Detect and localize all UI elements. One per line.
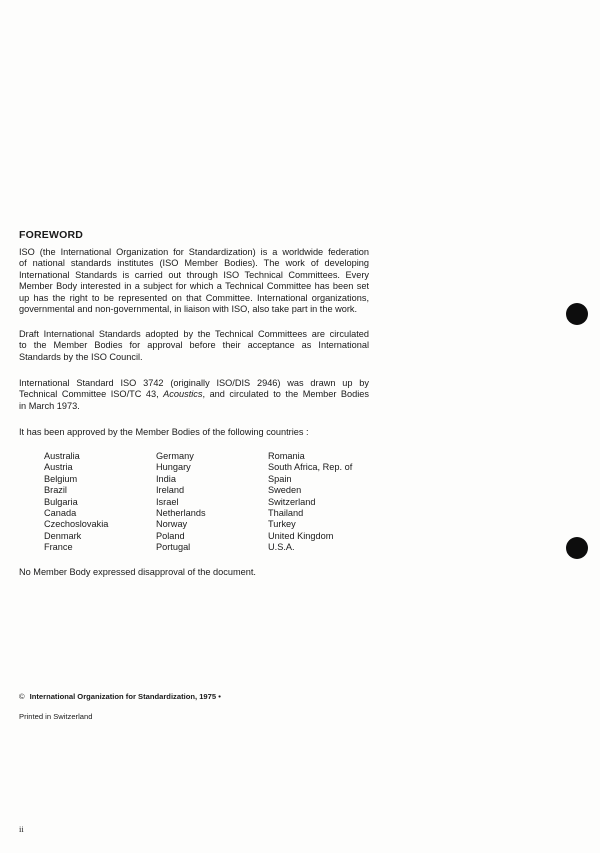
- country-item: Turkey: [268, 519, 296, 530]
- country-item: Israel: [156, 496, 179, 507]
- countries-column-1: [44, 451, 108, 554]
- country-item: Netherlands: [156, 507, 206, 518]
- country-item: United Kingdom: [268, 530, 334, 541]
- country-item: Australia: [44, 451, 80, 461]
- country-item: Czechoslovakia: [44, 519, 109, 530]
- country-item: Switzerland: [268, 496, 316, 507]
- country-item: Spain: [268, 473, 292, 484]
- printed-in-notice: Printed in Switzerland: [19, 712, 93, 721]
- paragraph-line: [19, 389, 369, 400]
- copyright-text: International Organization for Standardization, 1975 •: [29, 692, 221, 701]
- paragraph-line: of national standards institutes (ISO Member Bodies). The work of developing: [19, 258, 369, 269]
- committee-title: Acoustics: [163, 389, 203, 400]
- country-item: Poland: [156, 530, 185, 541]
- paragraph-line: International Standard ISO 3742 (originally ISO/DIS 2946) was drawn up by: [19, 378, 369, 388]
- committee-text: Technical Committee ISO/TC 43,: [19, 389, 164, 400]
- country-item: South Africa, Rep. of: [268, 462, 353, 473]
- paragraph-line: to the Member Bodies for approval before their acceptance as International: [19, 340, 369, 351]
- country-item: India: [156, 473, 176, 484]
- country-item: Portugal: [156, 542, 191, 553]
- punch-hole-mark: [566, 537, 588, 559]
- paragraph-line: governmental and non-governmental, in liaison with ISO, also take part in the work.: [19, 304, 358, 315]
- punch-hole-mark: [566, 303, 588, 325]
- page-number: ii: [19, 824, 24, 834]
- country-item: Hungary: [156, 462, 191, 473]
- country-item: Brazil: [44, 485, 67, 496]
- paragraph-line: Draft International Standards adopted by the Technical Committees are circulated: [19, 329, 369, 339]
- country-item: Ireland: [156, 485, 185, 496]
- country-item: France: [44, 542, 73, 553]
- country-item: Denmark: [44, 530, 82, 541]
- foreword-heading: FOREWORD: [19, 229, 84, 241]
- copyright-icon: ©: [19, 692, 25, 701]
- countries-column-2: [156, 451, 206, 554]
- paragraph-line: Standards by the ISO Council.: [19, 351, 143, 362]
- paragraph-line: in March 1973.: [19, 400, 80, 411]
- paragraph-line: Member Body interested in a subject for which a Technical Committee has been set: [19, 281, 369, 292]
- paragraph-line: International Standards is carried out through ISO Technical Committees. Every: [19, 269, 369, 280]
- country-item: Bulgaria: [44, 496, 78, 507]
- country-item: Thailand: [268, 507, 304, 518]
- country-item: Norway: [156, 519, 188, 530]
- copyright-notice: [19, 692, 221, 701]
- foreword-paragraph-disapproval: No Member Body expressed disapproval of the document.: [19, 567, 256, 577]
- country-item: U.S.A.: [268, 542, 295, 553]
- circulation-text: , and circulated to the Member Bodies: [202, 389, 369, 400]
- foreword-paragraph-iso: [19, 247, 369, 315]
- country-item: Belgium: [44, 473, 78, 484]
- paragraph-line: ISO (the International Organization for Standardization) is a worldwide federation: [19, 247, 369, 257]
- foreword-paragraph-drafts: [19, 329, 369, 363]
- country-item: Sweden: [268, 485, 302, 496]
- country-item: Canada: [44, 507, 77, 518]
- foreword-paragraph-approval: It has been approved by the Member Bodies of the following countries :: [19, 427, 309, 437]
- foreword-paragraph-standard: [19, 378, 369, 412]
- countries-column-3: [268, 451, 352, 554]
- country-item: Romania: [268, 451, 305, 461]
- country-item: Austria: [44, 462, 73, 473]
- country-item: Germany: [156, 451, 194, 461]
- paragraph-line: up has the right to be represented on that Committee. International organizations,: [19, 292, 369, 303]
